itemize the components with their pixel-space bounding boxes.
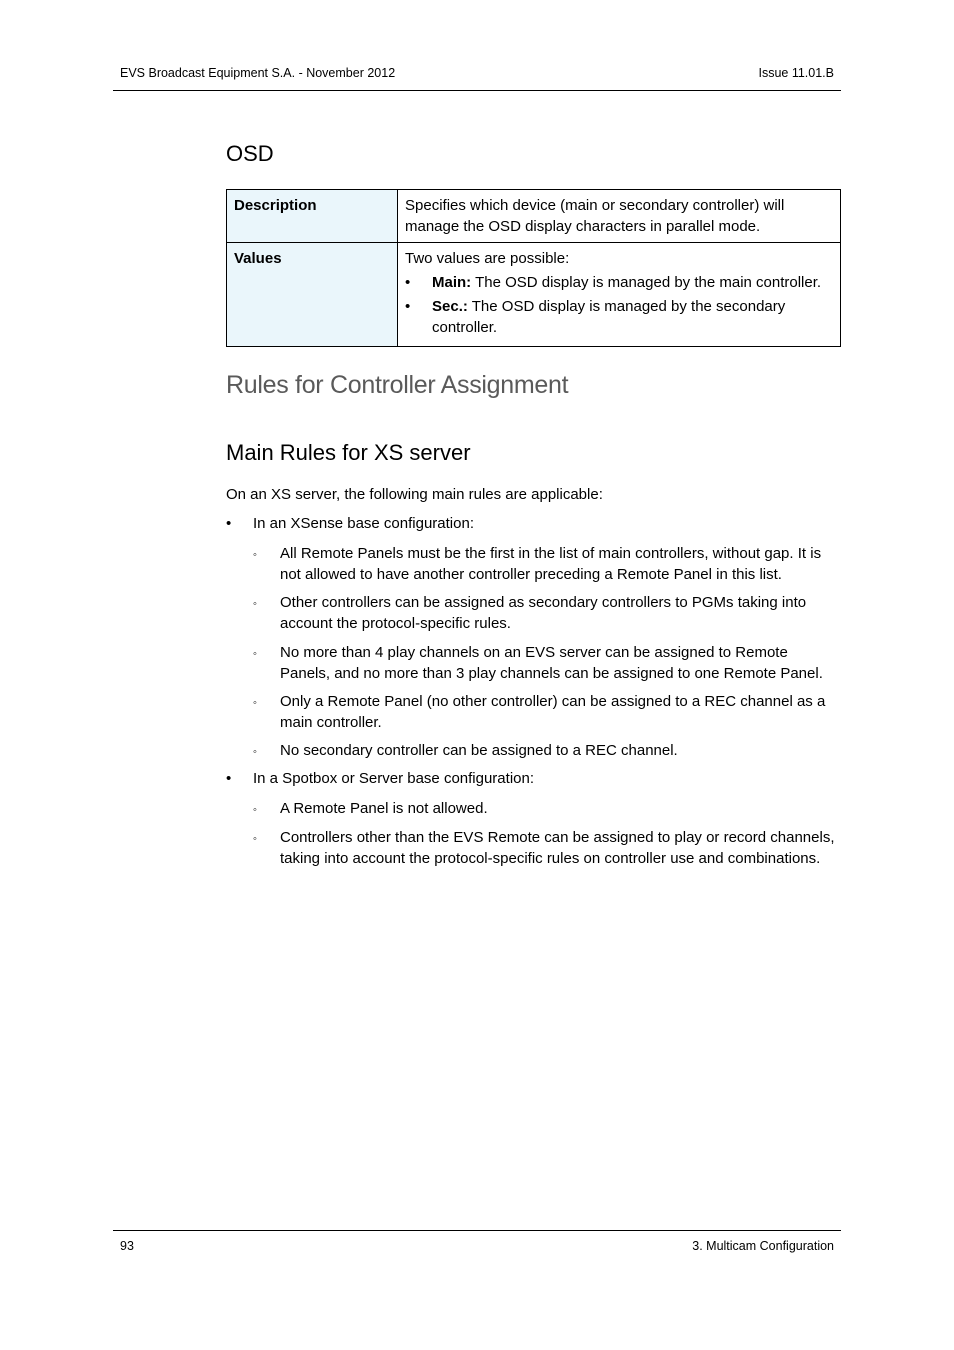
value-text: The OSD display is managed by the secondary controller. xyxy=(432,298,786,336)
row-label: Values xyxy=(227,243,398,347)
row-value: Specifies which device (main or secondary controller) will manage the OSD display characters in parallel mode. xyxy=(398,190,841,243)
list-item xyxy=(253,741,841,762)
table-row xyxy=(227,243,841,347)
rule-text: All Remote Panels must be the first in the list of main controllers, without gap. It is not allowed to have another controller preceding a Remote Panel in this list. xyxy=(280,545,822,583)
rule-text: Only a Remote Panel (no other controller) can be assigned to a REC channel as a main controller. xyxy=(280,693,826,731)
rule-text: No secondary controller can be assigned to a REC channel. xyxy=(280,742,678,759)
values-list xyxy=(405,272,833,338)
rule-text: Controllers other than the EVS Remote can be assigned to play or record channels, taking into account the protocol-specific rules on controller use and combinations. xyxy=(280,829,835,867)
rule-text: No more than 4 play channels on an EVS server can be assigned to Remote Panels, and no more than 3 play channels can be assigned to one Remote Panel. xyxy=(280,644,823,682)
list-item xyxy=(253,593,841,634)
list-item xyxy=(253,544,841,585)
list-item xyxy=(405,296,833,338)
circle-bullet-icon: ◦ xyxy=(253,549,257,561)
list-item xyxy=(253,692,841,733)
page-footer xyxy=(113,1230,841,1255)
rule-text: A Remote Panel is not allowed. xyxy=(280,800,488,817)
list-item xyxy=(253,828,841,869)
header-issue: Issue 11.01.B xyxy=(758,66,834,80)
circle-bullet-icon: ◦ xyxy=(253,746,257,758)
osd-parameter-table xyxy=(226,189,841,347)
header-publisher: EVS Broadcast Equipment S.A. - November 2012 xyxy=(120,66,396,80)
bullet-icon: • xyxy=(405,298,411,315)
circle-bullet-icon: ◦ xyxy=(253,833,257,845)
subsection-title: Main Rules for XS server xyxy=(226,440,471,465)
group-label: In a Spotbox or Server base configuration: xyxy=(253,770,535,787)
bullet-icon: • xyxy=(405,274,411,291)
row-label: Description xyxy=(227,190,398,243)
value-text: The OSD display is managed by the main controller. xyxy=(471,274,822,291)
row-value xyxy=(398,243,841,347)
group-label: In an XSense base configuration: xyxy=(253,515,474,532)
page-number: 93 xyxy=(120,1239,134,1253)
list-item xyxy=(253,643,841,684)
chapter-title: 3. Multicam Configuration xyxy=(692,1239,834,1253)
circle-bullet-icon: ◦ xyxy=(253,648,257,660)
list-item xyxy=(253,799,841,820)
section-title: Rules for Controller Assignment xyxy=(226,371,569,399)
rule-text: Other controllers can be assigned as secondary controllers to PGMs taking into account the protocol-specific rules. xyxy=(280,594,807,632)
list-item xyxy=(405,272,833,293)
osd-heading: OSD xyxy=(226,141,274,166)
value-term: Main: xyxy=(432,274,472,291)
circle-bullet-icon: ◦ xyxy=(253,804,257,816)
page-header xyxy=(113,65,841,91)
value-term: Sec.: xyxy=(432,298,468,315)
bullet-icon: • xyxy=(226,770,232,787)
table-row xyxy=(227,190,841,243)
circle-bullet-icon: ◦ xyxy=(253,697,257,709)
intro-paragraph: On an XS server, the following main rules are applicable: xyxy=(226,486,603,503)
values-intro: Two values are possible: xyxy=(405,250,570,267)
bullet-icon: • xyxy=(226,515,232,532)
circle-bullet-icon: ◦ xyxy=(253,598,257,610)
